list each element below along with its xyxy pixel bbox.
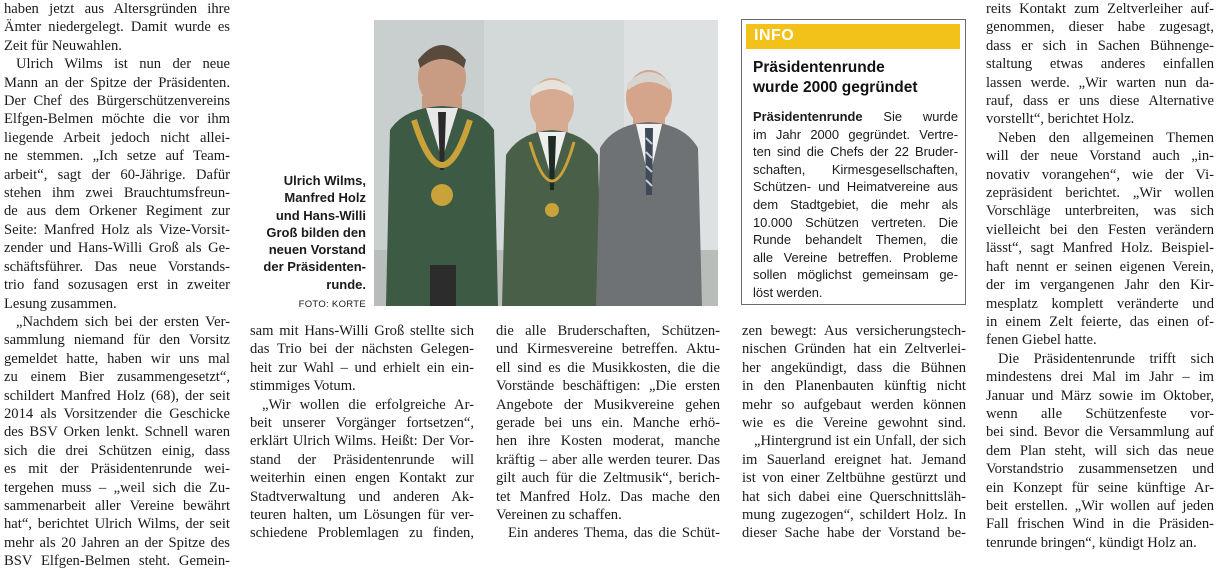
article-line: teuren halten, um Lösungen für ver- <box>250 507 474 524</box>
article-line: in einem Zelt feierte, das einen of- <box>986 313 1214 330</box>
caption-line: Manfred Holz <box>284 190 366 206</box>
caption-line: der Präsidenten- <box>263 259 366 275</box>
article-line: arbeit“, sagt der 60-Jährige. Dafür <box>4 166 230 183</box>
article-line: lassen werde. „Wir warten nun da- <box>986 74 1214 91</box>
article-line: tenrunde bringen“, kündigt Holz an. <box>986 534 1197 551</box>
article-line: nischen Gründen hat ein Zeltverlei- <box>742 341 966 358</box>
article-line: Vorstandstrio zusammensetzen und <box>986 461 1214 478</box>
article-line: kräftig – aber alle werden teurer. Das <box>496 451 720 468</box>
article-line: zender und Hans-Willi Groß als Ge- <box>4 240 230 257</box>
info-tag-label: INFO <box>754 27 795 44</box>
article-line: schiedene Problemlagen zu finden, <box>250 525 474 542</box>
article-line: staltung etwas anderes einfallen <box>986 56 1214 73</box>
info-title-line: Präsidentenrunde <box>753 59 885 76</box>
article-line: Der Chef des Bürgerschützenvereins <box>4 93 230 110</box>
article-line: beit erstellen. „Wir wollen auf jeden <box>986 497 1214 514</box>
article-line: haben jetzt aus Altersgründen ihre <box>4 1 230 17</box>
article-line: trio fand sozusagen erst in zweiter <box>4 277 230 294</box>
article-line: mung zugezogen“, schildert Holz. In <box>742 507 966 524</box>
article-line: Ein anderes Thema, das die Schüt- <box>508 525 720 542</box>
article-line: genommen, dieser habe zugesagt, <box>986 19 1214 36</box>
info-body-line: schaften, Kirmesgesellschaften, <box>753 161 958 177</box>
caption-line: Ulrich Wilms, <box>283 173 366 188</box>
info-lead: Präsidentenrunde <box>753 109 863 124</box>
info-body-text: Sie wurde <box>862 109 958 124</box>
article-line: „Wir wollen die erfolgreiche Ar- <box>262 396 474 413</box>
article-line: Lesung zusammen. <box>4 295 117 312</box>
article-line: gerade bei uns ein. Manche erhö- <box>496 415 720 432</box>
info-body <box>753 108 958 302</box>
article-line: hat sich dabei eine Querschnittsläh- <box>742 488 966 505</box>
article-line: Vereinen zu schaffen. <box>496 507 622 524</box>
article-line: tergehen muss – „weil sich die Zu- <box>4 479 230 496</box>
caption-line: und Hans-Willi <box>275 207 366 223</box>
article-line: weiterhin einen engen Kontakt zur <box>250 470 474 487</box>
article-line: im Sauerland ereignet hat. Jemand <box>742 451 966 468</box>
article-line: vorstellt“, berichtet Holz. <box>986 111 1135 128</box>
article-line: Angebote der Musikvereine gehen <box>496 396 720 413</box>
article-line: und Kirmesvereine betreffen. Aktu- <box>496 341 720 358</box>
article-line: haft nennt er seinen eigenen Verein, <box>986 258 1214 275</box>
article-column-4 <box>742 322 966 543</box>
article-line: bei sind. Bevor die Versammlung auf <box>986 424 1214 441</box>
article-line: zepräsident berichtet. „Wir wollen <box>986 185 1214 202</box>
article-line: hen ihre Kosten moderat, manche <box>496 433 720 450</box>
article-line: wenn alle Schützenfeste vor- <box>986 405 1214 422</box>
article-line: mindestens drei Mal im Jahr – im <box>986 369 1214 386</box>
article-line: Januar und März sowie im Oktober, <box>986 387 1214 404</box>
article-line: Vorschläge unterbreiten, was sich <box>986 203 1214 220</box>
info-body-line: alle Vereine betreffen. Probleme <box>753 249 958 265</box>
article-line: dieser Sache habe der Vorstand be- <box>742 525 966 542</box>
article-line: Stadtverwaltung und anderen Ak- <box>250 488 474 505</box>
article-line: Neben den allgemeinen Themen <box>998 129 1214 146</box>
article-line: schäftsführer. Das neue Vorstands- <box>4 258 230 275</box>
article-line: ell sind es die Musikkosten, die die <box>496 359 720 376</box>
info-title <box>753 58 958 98</box>
article-line: tet Manfred Holz. Das mache den <box>496 488 720 505</box>
article-column-1 <box>4 0 230 571</box>
article-line: der im vergangenen Jahr den Kir- <box>986 277 1214 294</box>
article-line: ne stemmen. „Ich setze auf Team- <box>4 148 230 165</box>
caption-line: Groß bilden den <box>266 224 366 240</box>
article-line: ist von einer Zeltbühne gestürzt und <box>742 470 966 487</box>
article-line: novativ vorangehen“, wie der Vi- <box>986 166 1214 183</box>
article-line: „Hintergrund ist ein Unfall, der sich <box>754 433 966 450</box>
article-line: Vorstände beschäftigen: „Die ersten <box>496 378 720 395</box>
article-line: hat“, berichtet Ulrich Wilms, der seit <box>4 516 230 533</box>
info-body-line: 10.000 Schützen vertreten. Die <box>753 214 958 230</box>
info-body-line: Runde behandelt Themen, die <box>753 232 958 248</box>
article-line: ein Konzept für seine künftige Ar- <box>986 479 1214 496</box>
article-line: erklärt Ulrich Wilms. Heißt: Der Vor- <box>250 433 474 450</box>
info-body-line: löst werden. <box>753 284 823 300</box>
article-line: Die Präsidentenrunde trifft sich <box>998 350 1214 367</box>
photo-caption <box>250 172 366 313</box>
article-line: heit zur Wahl – und erhielt ein ein- <box>250 359 474 376</box>
article-line: zu einem Bier zusammengesetzt“, <box>4 369 230 386</box>
article-line: in den Planenbauten künftig nicht <box>742 378 966 395</box>
info-body-line: im Jahr 2000 gegründet. Vertre- <box>753 126 958 142</box>
article-line: „Nachdem sich bei der ersten Ver- <box>16 313 230 330</box>
info-body-line: dem Stadtgebiet, die mehr als <box>753 196 958 212</box>
article-line: Zeit für Neuwahlen. <box>4 37 122 54</box>
article-line: gemeldet hatte, haben wir uns mal <box>4 350 230 367</box>
article-line: reits Kontakt zum Zeltverleiher auf- <box>986 1 1214 17</box>
article-line: es mit der Präsidentenrunde wei- <box>4 461 230 478</box>
group-photo-illustration <box>374 20 718 306</box>
article-line: stand der Präsidentenrunde will <box>250 451 474 468</box>
article-line: BSV Elfgen-Belmen steht. Gemein- <box>4 553 230 570</box>
caption-line: neuen Vorstand <box>268 242 366 258</box>
article-line: Ulrich Wilms ist nun der neue <box>16 56 230 73</box>
article-line: zen bewegt: Aus versicherungstech- <box>742 323 966 339</box>
article-line: stimmiges Votum. <box>250 378 356 395</box>
article-line: mehr als 20 Jahren an der Spitze des <box>4 534 230 551</box>
article-line: rauf, dass er uns diese Alternative <box>986 93 1214 110</box>
info-tag <box>746 24 960 49</box>
article-line: dem Plan steht, will sich das neue <box>986 442 1214 459</box>
article-line: sam mit Hans-Willi Groß stellte sich <box>250 323 474 339</box>
article-line: Ämter niedergelegt. Damit wurde es <box>4 19 230 36</box>
article-line: Elfgen-Belmen möchte die vor ihm <box>4 111 230 128</box>
info-body-line: ten sind die Chefs der 22 Bruder- <box>753 144 958 160</box>
info-body-line <box>753 108 958 126</box>
article-line: Mann an der Spitze der Präsidenten. <box>4 74 230 91</box>
article-line: vielleicht bei den Festen verändern <box>986 221 1214 238</box>
info-title-line: wurde 2000 gegründet <box>753 79 918 96</box>
article-line: Seite: Manfred Holz als Vize-Vorsit- <box>4 221 230 238</box>
article-line: dass er sich in Sachen Bühnenge- <box>986 37 1214 54</box>
article-line: will der neue Vorstand auch „in- <box>986 148 1214 165</box>
group-photo <box>374 20 718 306</box>
article-line: schildert Manfred Holz (68), der seit <box>4 387 230 404</box>
article-line: liegende Arbeit jedoch nicht allei- <box>4 129 230 146</box>
caption-line: runde. <box>326 276 366 292</box>
info-box <box>741 19 966 305</box>
article-column-3 <box>496 322 720 543</box>
article-line: sammlung niemand für den Vorsitz <box>4 332 230 349</box>
info-body-line: sollen möglichst gemeinsam ge- <box>753 267 958 283</box>
article-line: mesplatz komplett veränderte und <box>986 295 1214 312</box>
article-line: die alle Bruderschaften, Schützen- <box>496 323 720 339</box>
article-line: beit unserer Vorgänger fortsetzen“, <box>250 415 474 432</box>
article-line: sich die drei Schützen einig, dass <box>4 442 230 459</box>
article-line: lässt“, sagt Manfred Holz. Beispiel- <box>986 240 1214 257</box>
article-line: Fall frischen Wind in die Präsiden- <box>986 516 1214 533</box>
article-line: das Trio bei der nächsten Gelegen- <box>250 341 474 358</box>
article-line: her angekündigt, dass die Bühnen <box>742 359 966 376</box>
info-body-line: Schützen- und Heimatvereine aus <box>753 179 958 195</box>
article-line: gilt auch für die Zeltmusik“, berich- <box>496 470 720 487</box>
article-column-2 <box>250 322 474 543</box>
article-column-5 <box>986 0 1214 552</box>
article-line: wie es die Vereine gewohnt sind. <box>742 415 966 432</box>
article-line: stehen ihm zwei Brauchtumsfreun- <box>4 185 230 202</box>
article-line: sammenarbeit aller Vereine bewährt <box>4 497 230 514</box>
article-line: des BSV Orken lenkt. Schnell waren <box>4 424 230 441</box>
article-line: fenen Giebel hatte. <box>986 332 1097 349</box>
photo-credit: FOTO: KORTE <box>298 299 366 311</box>
article-line: mehr so aufgebaut werden können <box>742 396 966 413</box>
article-line: de aus dem Orkener Regiment zur <box>4 203 230 220</box>
article-line: 2014 als Vorsitzender die Geschicke <box>4 405 230 422</box>
